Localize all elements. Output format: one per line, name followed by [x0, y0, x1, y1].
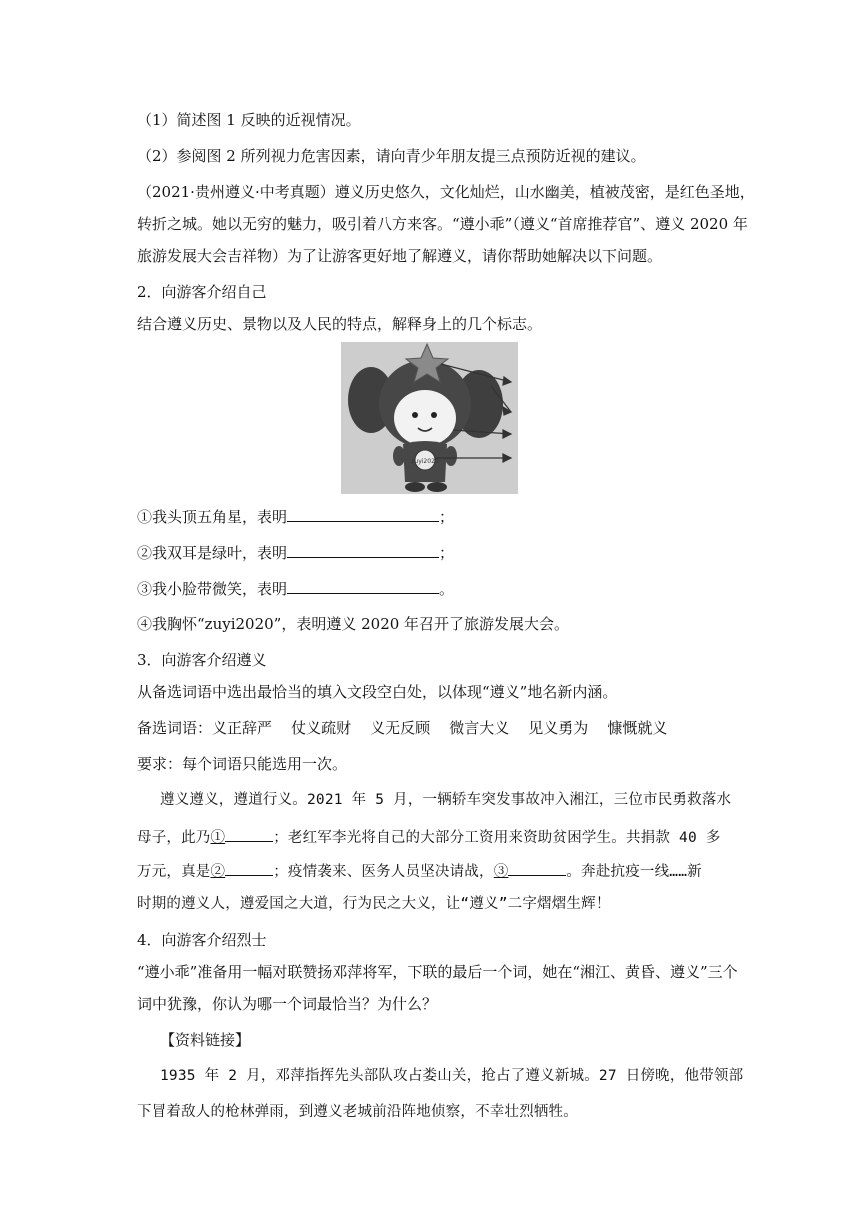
mascot-image: [341, 342, 518, 494]
section-2-heading: 2．向游客介绍自己: [137, 283, 267, 301]
passage-line-1: 遵义遵义，遵道行义。2021 年 5 月，一辆轿车突发事故冲入湘江，三位市民勇救落水: [160, 792, 732, 808]
passage-3b: ；疫情袭来、医务人员坚决请战，: [273, 864, 494, 880]
blank-2-prefix: ②我双耳是绿叶，表明: [137, 544, 288, 562]
section-4-heading: 4．向游客介绍烈士: [137, 931, 267, 949]
material-line-2: 下冒着敌人的枪林弹雨，到遵义老城前沿阵地侦察，不幸壮烈牺牲。: [137, 1104, 578, 1120]
section-2-prompt: 结合遵义历史、景物以及人民的特点，解释身上的几个标志。: [137, 315, 543, 333]
blank-3-prefix: ③我小脸带微笑，表明: [137, 580, 288, 598]
intro-line-1: （2021·贵州遵义·中考真题）遵义历史悠久，文化灿烂，山水幽美，植被茂密，是红色圣地，: [137, 183, 755, 201]
blank-1-prefix: ①我头顶五角星，表明: [137, 508, 288, 526]
material-line-1: 1935 年 2 月，邓萍指挥先头部队攻占娄山关，抢占了遵义新城。27 日傍晚，他带领部: [160, 1068, 744, 1084]
blank-line-2: [137, 542, 454, 563]
intro-line-2: 转折之城。她以无穷的魅力，吸引着八方来客。“遵小乖”（遵义“首席推荐官”、遵义 2020 年: [137, 215, 748, 233]
passage-3a: 万元，真是: [137, 864, 211, 880]
question-2: （2）参阅图 2 所列视力危害因素，请向青少年朋友提三点预防近视的建议。: [137, 147, 646, 165]
passage-2b: ；老红军李光将自己的大部分工资用来资助贫困学生。共捐款 40 多: [273, 830, 721, 846]
intro-line-3: 旅游发展大会吉祥物）为了让游客更好地了解遵义，请你帮助她解决以下问题。: [137, 247, 663, 265]
section-3-heading: 3．向游客介绍遵义: [137, 651, 267, 669]
material-link-heading: 【资料链接】: [160, 1031, 251, 1049]
blank-1-suffix: ；: [439, 508, 455, 526]
passage-blank-3[interactable]: [508, 860, 566, 876]
marker-2: ②: [210, 864, 226, 880]
passage-3c: 。奔赴抗疫一线……新: [566, 864, 702, 880]
answer-blank-1[interactable]: [287, 506, 439, 522]
passage-2a: 母子，此乃: [137, 830, 211, 846]
section-3-prompt: 从备选词语中选出最恰当的填入文段空白处，以体现“遵义”地名新内涵。: [137, 683, 618, 701]
marker-1: ①: [210, 830, 226, 846]
blank-line-1: [137, 506, 454, 527]
blank-line-4: ④我胸怀“zuyi2020”，表明遵义 2020 年召开了旅游发展大会。: [137, 615, 570, 633]
answer-blank-3[interactable]: [287, 578, 439, 594]
word-options: 备选词语：义正辞严 仗义疏财 义无反顾 微言大义 见义勇为 慷慨就义: [137, 719, 668, 737]
section-4-question-1: “遵小乖”准备用一幅对联赞扬邓萍将军，下联的最后一个词，她在“湘江、黄昏、遵义”三个: [137, 963, 738, 981]
marker-3: ③: [493, 864, 509, 880]
section-4-question-2: 词中犹豫，你认为哪一个词最恰当？为什么？: [137, 995, 438, 1013]
question-1: （1）简述图 1 反映的近视情况。: [137, 111, 361, 129]
badge-text: zuyi2020: [411, 458, 439, 465]
answer-blank-2[interactable]: [287, 542, 439, 558]
blank-3-suffix: 。: [439, 580, 455, 598]
blank-line-3: [137, 578, 454, 599]
section-3-rule: 要求：每个词语只能选用一次。: [137, 755, 348, 773]
passage-blank-2[interactable]: [225, 860, 273, 876]
blank-2-suffix: ；: [439, 544, 455, 562]
passage-blank-1[interactable]: [225, 826, 273, 842]
passage-line-2: [137, 826, 721, 848]
passage-line-4: 时期的遵义人，遵爱国之大道，行为民之大义，让“遵义”二字熠熠生辉！: [137, 896, 611, 912]
passage-line-3: [137, 860, 702, 882]
